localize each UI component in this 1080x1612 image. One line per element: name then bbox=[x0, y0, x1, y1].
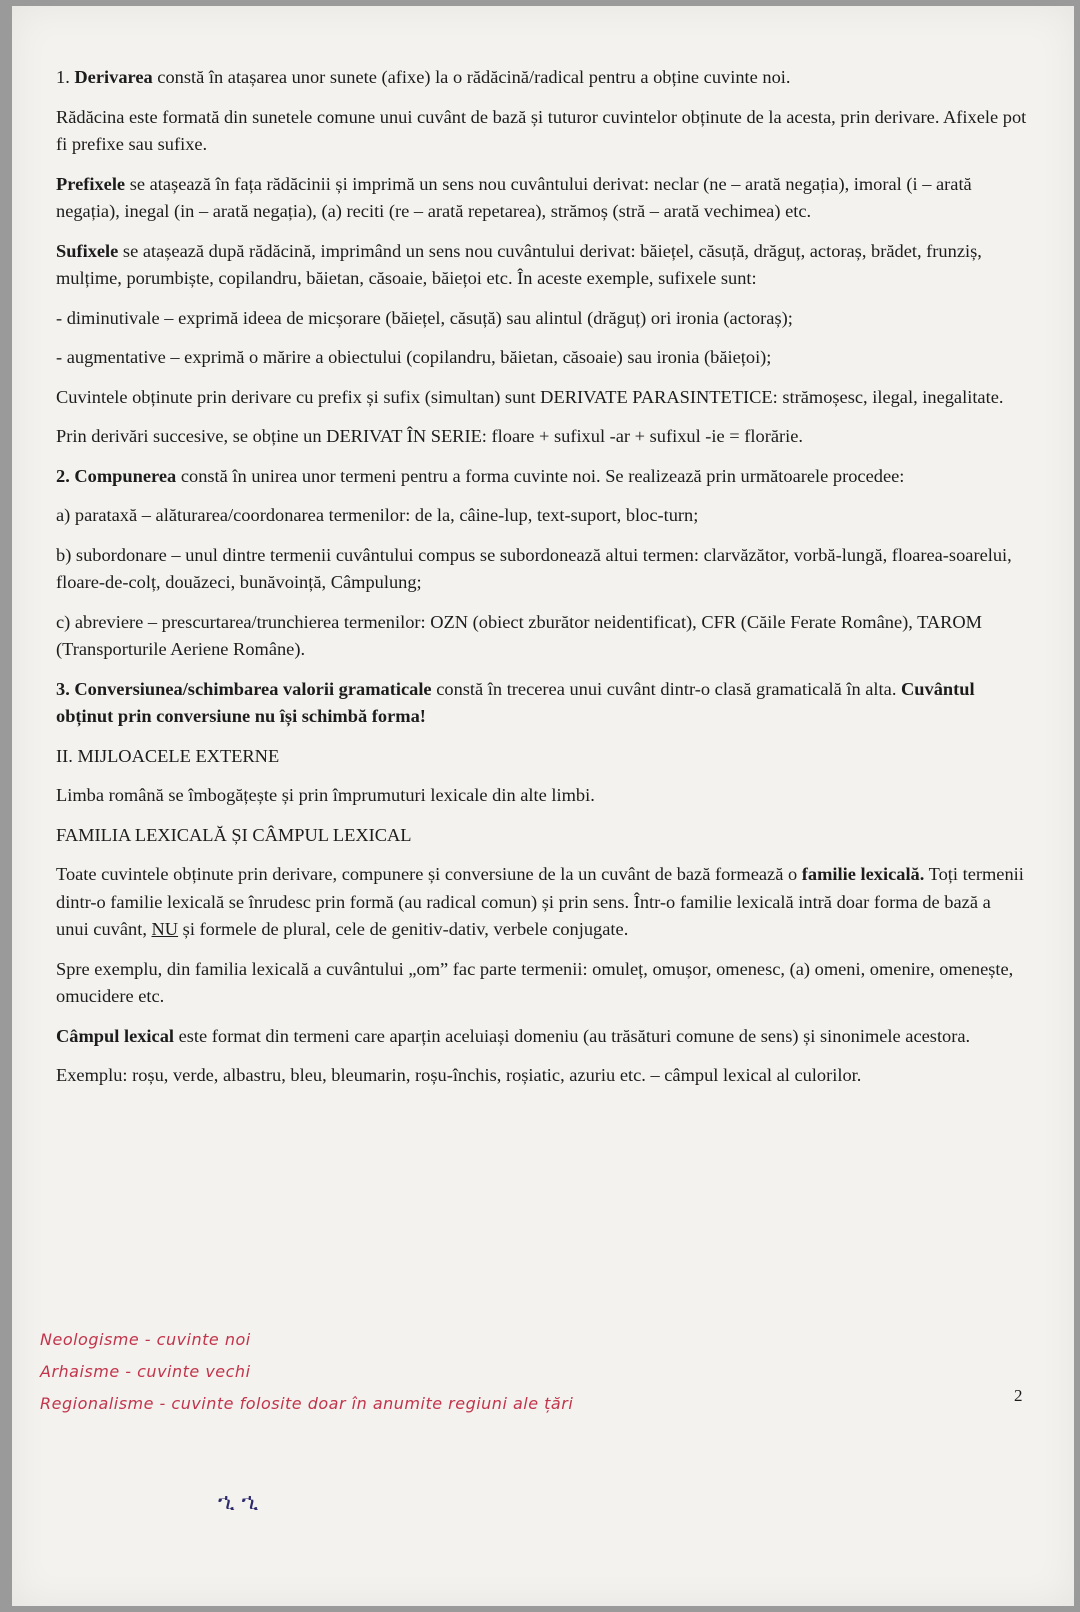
compunerea-paragraph: 2. Compunerea constă în unirea unor termeni pentru a forma cuvinte noi. Se realizează prin următoarele procedee: bbox=[56, 465, 905, 486]
derivarea-paragraph: 1. Derivarea constă în atașarea unor sunete (afixe) la o rădăcină/radical pentru a obține cuvinte noi. bbox=[56, 67, 791, 87]
sufixe-term: Sufixele bbox=[56, 240, 119, 261]
prefixe-term: Prefixele bbox=[56, 173, 126, 194]
page-number: 2 bbox=[1014, 1386, 1023, 1405]
document-body bbox=[56, 64, 1028, 1102]
serie-paragraph: Prin derivări succesive, se obține un DERIVAT ÎN SERIE: floare + sufixul -ar + sufixul -ie = florărie. bbox=[56, 426, 803, 446]
handwritten-notes bbox=[40, 1324, 573, 1420]
compunerea-heading: 2. Compunerea bbox=[56, 465, 177, 486]
exemplu-culori-paragraph: Exemplu: roșu, verde, albastru, bleu, bleumarin, roșu-închis, roșiatic, azuriu etc. – câmpul lexical al culorilor. bbox=[56, 1065, 862, 1085]
document-page bbox=[12, 6, 1074, 1606]
imprumuturi-paragraph: Limba română se îmbogățește și prin împrumuturi lexicale din alte limbi. bbox=[56, 785, 595, 805]
familie-lexicala-paragraph: Toate cuvintele obținute prin derivare, compunere și conversiune de la un cuvânt de bază formează o familie lexicală. Toți termenii dintr-o familie lexicală se înrudesc prin formă (au radical comun) și prin sens. Într-o familie lexicală intră doar forma de bază a unui cuvânt, NU și formele de plural, cele de genitiv-dativ, verbele conjugate. bbox=[56, 864, 1024, 939]
parasintetice-paragraph: Cuvintele obținute prin derivare cu prefix și sufix (simultan) sunt DERIVATE PARASINTETICE: strămoșesc, ilegal, inegalitate. bbox=[56, 386, 1004, 407]
campul-lexical-paragraph: Câmpul lexical este format din termeni care aparțin aceluiași domeniu (au trăsături comune de sens) și sinonimele acestora. bbox=[56, 1025, 971, 1046]
mijloace-externe-heading: II. MIJLOACELE EXTERNE bbox=[56, 745, 280, 766]
exemplu-om-paragraph: Spre exemplu, din familia lexicală a cuvântului „om” fac parte termenii: omuleț, omușor, omenesc, (a) omeni, omenire, omenește, omucidere etc. bbox=[56, 958, 1014, 1006]
subordonare-item: b) subordonare – unul dintre termenii cuvântului compus se subordonează altui termen: clarvăzător, vorbă-lungă, floarea-soarelui, floare-de-colț, douăzeci, bunăvoință, Câmpulung; bbox=[56, 544, 1012, 592]
handwritten-note-neologisme: Neologisme - cuvinte noi bbox=[40, 1330, 251, 1349]
campul-lexical-term: Câmpul lexical bbox=[56, 1025, 175, 1046]
diminutivale-item: - diminutivale – exprimă ideea de micșorare (băiețel, căsuță) sau alintul (drăguț) ori ironia (actoraș); bbox=[56, 307, 793, 328]
prefixe-paragraph: Prefixele se atașează în fața rădăcinii și imprimă un sens nou cuvântului derivat: neclar (ne – arată negația), imoral (i – arată negația), inegal (in – arată negația), (a) reciti (re – arată repetarea), strămoș (stră – arată vechimea) etc. bbox=[56, 173, 972, 221]
conversiunea-paragraph: 3. Conversiunea/schimbarea valorii gramaticale constă în trecerea unui cuvânt dintr-o clasă gramaticală în alta. Cuvântul obținut prin conversiune nu își schimbă forma! bbox=[56, 678, 975, 726]
conversiunea-heading: 3. Conversiunea/schimbarea valorii gramaticale bbox=[56, 678, 432, 699]
sufixe-paragraph: Sufixele se atașează după rădăcină, imprimând un sens nou cuvântului derivat: băiețel, căsuță, drăguț, actoraș, brădet, frunziș, mulțime, porumbiște, copilandru, băietan, căsoaie, băiețoi etc. În aceste exemple, sufixele sunt: bbox=[56, 240, 982, 288]
augmentative-item: - augmentative – exprimă o mărire a obiectului (copilandru, băietan, căsoaie) sau ironia (băiețoi); bbox=[56, 347, 772, 367]
handwritten-note-regionalisme: Regionalisme - cuvinte folosite doar în anumite regiuni ale țări bbox=[40, 1394, 574, 1413]
familia-campul-heading: FAMILIA LEXICALĂ ȘI CÂMPUL LEXICAL bbox=[56, 824, 412, 845]
parataxa-item: a) parataxă – alăturarea/coordonarea termenilor: de la, câine-lup, text-suport, bloc-turn; bbox=[56, 505, 699, 525]
radacina-paragraph: Rădăcina este formată din sunetele comune unui cuvânt de bază și tuturor cuvintelor obținute de la acesta, prin derivare. Afixele pot fi prefixe sau sufixe. bbox=[56, 106, 1027, 154]
handwritten-scribble: ኂ ኂ bbox=[218, 1490, 259, 1515]
abreviere-item: c) abreviere – prescurtarea/trunchierea termenilor: OZN (obiect zburător neidentificat), CFR (Căile Ferate Române), TAROM (Transporturile Aeriene Române). bbox=[56, 611, 983, 659]
handwritten-note-arhaisme: Arhaisme - cuvinte vechi bbox=[40, 1362, 251, 1381]
derivarea-heading: Derivarea bbox=[74, 67, 153, 87]
